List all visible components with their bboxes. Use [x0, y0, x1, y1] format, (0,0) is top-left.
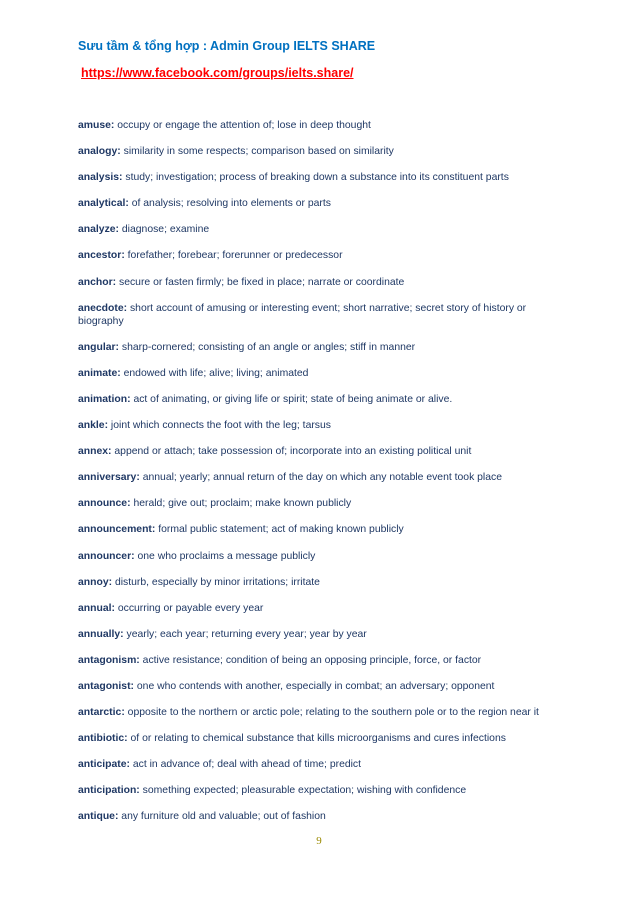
- entry-definition: short account of amusing or interesting event; short narrative; secret story of history or biography: [78, 302, 527, 327]
- entry-term: analogy:: [78, 146, 121, 158]
- list-item: [78, 706, 564, 719]
- list-item: [78, 784, 564, 797]
- entry-definition: occurring or payable every year: [117, 602, 264, 614]
- list-item: [78, 119, 564, 132]
- entry-definition: append or attach; take possession of; incorporate into an existing political unit: [114, 446, 472, 458]
- list-item: [78, 419, 564, 432]
- list-item: [78, 445, 564, 458]
- entry-definition: herald; give out; proclaim; make known publicly: [133, 498, 352, 510]
- entry-definition: of or relating to chemical substance that kills microorganisms and cures infections: [130, 733, 506, 745]
- list-item: [78, 628, 564, 641]
- entry-definition: one who contends with another, especially in combat; an adversary; opponent: [136, 680, 495, 692]
- entry-term: announce:: [78, 498, 131, 510]
- entry-definition: joint which connects the foot with the leg; tarsus: [110, 420, 331, 432]
- entry-term: anniversary:: [78, 472, 140, 484]
- header-title: Sưu tầm & tổng hợp : Admin Group IELTS SHARE: [78, 39, 376, 53]
- entry-term: announcer:: [78, 550, 135, 562]
- entry-definition: diagnose; examine: [121, 224, 210, 236]
- entry-term: annex:: [78, 446, 112, 458]
- entry-definition: disturb, especially by minor irritations; irritate: [114, 576, 320, 588]
- entry-definition: opposite to the northern or arctic pole; relating to the southern pole or to the region near it: [127, 707, 539, 719]
- entry-term: anticipation:: [78, 785, 140, 797]
- entry-definition: one who proclaims a message publicly: [137, 550, 316, 562]
- entry-term: anecdote:: [78, 302, 128, 314]
- entry-definition: secure or fasten firmly; be fixed in place; narrate or coordinate: [119, 276, 405, 288]
- entry-term: anchor:: [78, 276, 117, 288]
- entry-term: announcement:: [78, 524, 156, 536]
- entry-term: annual:: [78, 602, 115, 614]
- entry-definition: occupy or engage the attention of; lose in deep thought: [117, 120, 371, 131]
- entry-term: antarctic:: [78, 707, 125, 719]
- page-number: 9: [316, 835, 322, 847]
- list-item: [78, 367, 564, 380]
- list-item: [78, 680, 564, 693]
- entry-definition: annual; yearly; annual return of the day on which any notable event took place: [142, 472, 502, 484]
- list-item: [78, 171, 564, 184]
- entry-definition: of analysis; resolving into elements or parts: [131, 198, 331, 210]
- list-item: [78, 732, 564, 745]
- entry-term: animate:: [78, 367, 121, 379]
- list-item: [78, 341, 564, 354]
- list-item: [78, 145, 564, 158]
- list-item: [78, 497, 564, 510]
- list-item: [78, 654, 564, 667]
- list-item: [78, 550, 564, 563]
- list-item: [78, 523, 564, 536]
- entry-definition: something expected; pleasurable expectation; wishing with confidence: [142, 785, 467, 797]
- entry-definition: study; investigation; process of breaking down a substance into its constituent parts: [125, 172, 509, 184]
- entry-definition: act in advance of; deal with ahead of time; predict: [132, 759, 362, 771]
- list-item: [78, 276, 564, 289]
- entry-term: analysis:: [78, 172, 123, 184]
- entry-definition: formal public statement; act of making known publicly: [158, 524, 404, 536]
- entry-term: amuse:: [78, 120, 115, 131]
- list-item: [78, 810, 564, 823]
- group-link[interactable]: https://www.facebook.com/groups/ielts.share/: [81, 66, 354, 80]
- entry-definition: act of animating, or giving life or spirit; state of being animate or alive.: [133, 393, 453, 405]
- entry-term: annoy:: [78, 576, 113, 588]
- list-item: [78, 471, 564, 484]
- entry-term: analytical:: [78, 198, 129, 210]
- list-item: [78, 576, 564, 589]
- entry-term: angular:: [78, 341, 119, 353]
- entry-term: antique:: [78, 811, 119, 823]
- entry-definition: forefather; forebear; forerunner or predecessor: [127, 250, 343, 262]
- entry-definition: sharp-cornered; consisting of an angle or angles; stiff in manner: [121, 341, 416, 353]
- entry-definition: endowed with life; alive; living; animated: [123, 367, 309, 379]
- list-item: [78, 758, 564, 771]
- entry-term: anticipate:: [78, 759, 130, 771]
- entry-definition: yearly; each year; returning every year; year by year: [126, 628, 367, 640]
- entry-term: ancestor:: [78, 250, 125, 262]
- entry-term: antibiotic:: [78, 733, 128, 745]
- entry-term: antagonist:: [78, 680, 134, 692]
- list-item: [78, 223, 564, 236]
- vocabulary-list: [78, 119, 564, 837]
- entry-term: annually:: [78, 628, 124, 640]
- entry-term: animation:: [78, 393, 131, 405]
- entry-definition: any furniture old and valuable; out of fashion: [121, 811, 326, 823]
- list-item: [78, 249, 564, 262]
- list-item: [78, 302, 564, 328]
- list-item: [78, 393, 564, 406]
- entry-definition: similarity in some respects; comparison based on similarity: [123, 146, 394, 158]
- entry-term: antagonism:: [78, 654, 140, 666]
- entry-term: analyze:: [78, 224, 120, 236]
- list-item: [78, 602, 564, 615]
- list-item: [78, 197, 564, 210]
- entry-definition: active resistance; condition of being an opposing principle, force, or factor: [142, 654, 482, 666]
- entry-term: ankle:: [78, 420, 109, 432]
